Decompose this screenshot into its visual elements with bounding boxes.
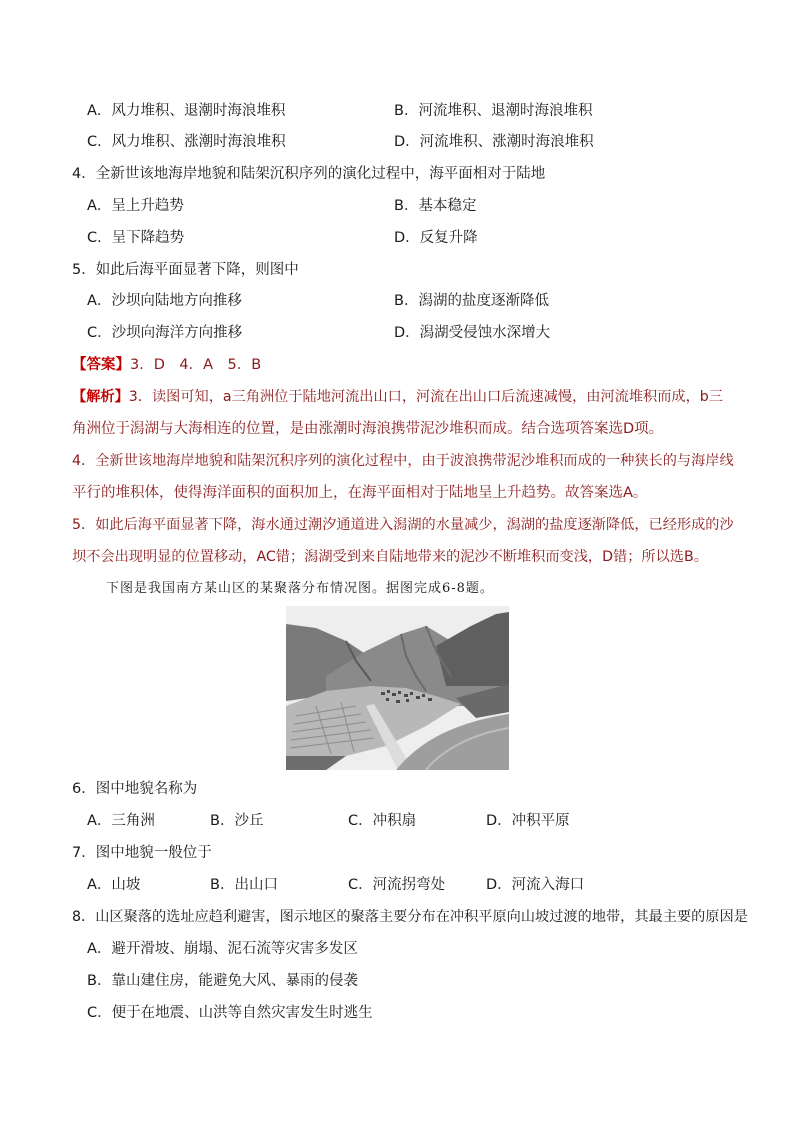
q5-option-b: B．潟湖的盐度逐渐降低 (394, 293, 549, 309)
analysis-text-1: 3．读图可知，a三角洲位于陆地河流出山口，河流在出山口后流速减慢，由河流堆积而成，b三 (128, 389, 723, 405)
q7-option-b: B．出山口 (210, 877, 278, 893)
figure-caption: 下图是我国南方某山区的某聚落分布情况图。据图完成6-8题。 (106, 581, 494, 596)
q8-option-b: B．靠山建住房，能避免大风、暴雨的侵袭 (87, 973, 358, 989)
analysis-line-1 (72, 387, 723, 407)
q2-option-d: D．河流堆积、涨潮时海浪堆积 (394, 134, 594, 150)
q7-stem: 7．图中地貌一般位于 (72, 845, 212, 861)
q7-option-c: C．河流拐弯处 (348, 877, 446, 893)
q4-option-d: D．反复升降 (394, 230, 478, 246)
q4-option-a: A．呈上升趋势 (87, 198, 184, 214)
analysis-line-3: 4．全新世该地海岸地貌和陆架沉积序列的演化过程中，由于波浪携带泥沙堆积而成的一种狭长的与海岸线 (72, 453, 734, 469)
q2-option-a: A．风力堆积、退潮时海浪堆积 (87, 103, 286, 119)
q8-stem: 8．山区聚落的选址应趋利避害，图示地区的聚落主要分布在冲积平原向山坡过渡的地带，其最主要的原因是 (72, 909, 748, 925)
q2-option-b: B．河流堆积、退潮时海浪堆积 (394, 103, 593, 119)
analysis-line-2: 角洲位于潟湖与大海相连的位置，是由涨潮时海浪携带泥沙堆积而成。结合选项答案选D项。 (72, 421, 664, 437)
q6-option-b: B．沙丘 (210, 813, 264, 829)
answer-line (72, 355, 261, 375)
q5-option-c: C．沙坝向海洋方向推移 (87, 325, 243, 341)
q5-option-a: A．沙坝向陆地方向推移 (87, 293, 242, 309)
q4-option-b: B．基本稳定 (394, 198, 477, 214)
analysis-tag: 【解析】 (72, 389, 129, 405)
q6-stem: 6．图中地貌名称为 (72, 781, 198, 797)
q5-stem: 5．如此后海平面显著下降，则图中 (72, 262, 299, 278)
analysis-line-4: 平行的堆积体，使得海洋面积的面积加上，在海平面相对于陆地呈上升趋势。故答案选A。 (72, 485, 648, 501)
analysis-line-5: 5．如此后海平面显著下降，海水通过潮汐通道进入潟湖的水量减少，潟湖的盐度逐渐降低，已经形成的沙 (72, 517, 734, 533)
q7-option-d: D．河流入海口 (486, 877, 585, 893)
q4-stem: 4．全新世该地海岸地貌和陆架沉积序列的演化过程中，海平面相对于陆地 (72, 166, 546, 182)
q6-option-a: A．三角洲 (87, 813, 155, 829)
q7-option-a: A．山坡 (87, 877, 141, 893)
q5-option-d: D．潟湖受侵蚀水深增大 (394, 325, 551, 341)
settlement-photo (286, 606, 509, 770)
q6-option-d: D．冲积平原 (486, 813, 570, 829)
q2-option-c: C．风力堆积、涨潮时海浪堆积 (87, 134, 286, 150)
q4-option-c: C．呈下降趋势 (87, 230, 185, 246)
q8-option-a: A．避开滑坡、崩塌、泥石流等灾害多发区 (87, 941, 358, 957)
analysis-line-6: 坝不会出现明显的位置移动，AC错；潟湖受到来自陆地带来的泥沙不断堆积而变浅，D错；所以选B。 (72, 549, 708, 565)
answer-tag: 【答案】 (72, 357, 130, 373)
q8-option-c: C．便于在地震、山洪等自然灾害发生时逃生 (87, 1005, 373, 1021)
answer-text: 3．D 4．A 5．B (130, 357, 262, 373)
q6-option-c: C．冲积扇 (348, 813, 417, 829)
